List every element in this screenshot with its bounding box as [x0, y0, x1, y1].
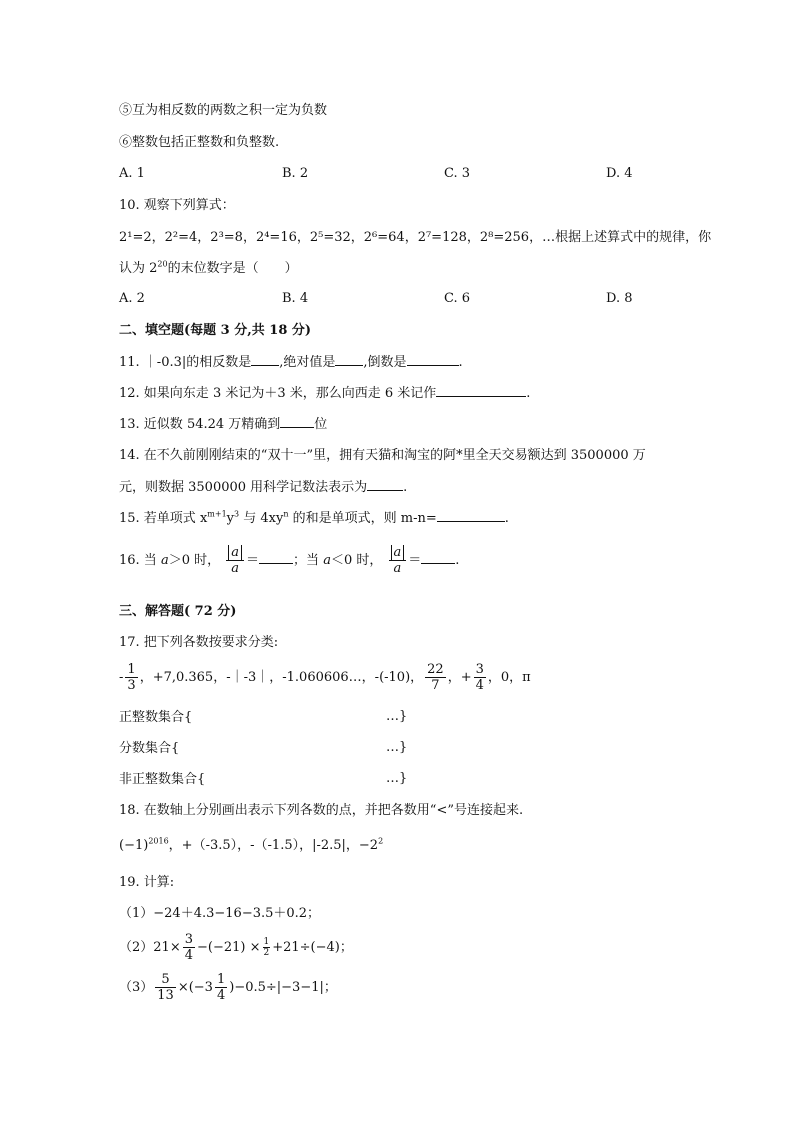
- q18-stem: 18. 在数轴上分别画出表示下列各数的点，并把各数用“<”号连接起来.: [119, 803, 524, 818]
- section-3-title: 三、解答题( 72 分): [119, 604, 237, 619]
- q16: 16. 当 a＞0 时， $\frac{a}{a}$ ＝ ；当 a＜0 时， $\frac{a}{a}$ ＝ .: [119, 545, 460, 576]
- q10-powers-line: 2¹=2，2²=4，2³=8，2⁴=16，2⁵=32，2⁶=64，2⁷=128，2⁸=256，…根据上述算式中的规律，你: [119, 230, 712, 245]
- q17-set-fractions[interactable]: 分数集合{: [119, 741, 180, 756]
- q11-blank-1[interactable]: [251, 353, 279, 366]
- q16-blank-2[interactable]: [421, 551, 455, 564]
- q15-blank[interactable]: [437, 509, 505, 522]
- q10-stem: 10. 观察下列算式：: [119, 198, 235, 213]
- q17-number-list: - $\frac{1}{3}$ ，+7,0.365，-｜-3｜，-1.060606…，-(-10)， $\frac{22}{7}$ ，+ $\frac{3}{4}$ ，0，π: [119, 662, 531, 693]
- q12-blank[interactable]: [436, 384, 526, 397]
- q17-set-fractions-end: …}: [386, 740, 408, 755]
- q19-stem: 19. 计算:: [119, 875, 175, 890]
- q12: 12. 如果向东走 3 米记为＋3 米，那么向西走 6 米记作 .: [119, 386, 531, 401]
- q9-statement-6: ⑥整数包括正整数和负整数.: [119, 135, 280, 150]
- q9-option-b: B. 2: [282, 166, 309, 181]
- q19-part-3-fraction-2: $\frac{1}{4}$: [216, 972, 226, 1003]
- q9-option-d: D. 4: [606, 166, 633, 181]
- q16-fraction-2: $\frac{a}{a}$: [389, 545, 407, 576]
- q16-fraction-1: $\frac{a}{a}$: [226, 545, 244, 576]
- q16-blank-1[interactable]: [259, 551, 293, 564]
- q10-option-b: B. 4: [282, 291, 309, 306]
- q11-blank-2[interactable]: [335, 353, 363, 366]
- q19-part-3-fraction-1: $\frac{5}{13}$: [157, 972, 174, 1003]
- q9-option-c: C. 3: [444, 166, 471, 181]
- q9-option-a: A. 1: [119, 166, 145, 181]
- q19-part-3: （3） $\frac{5}{13}$ ×(−3 $\frac{1}{4}$ )−0.5÷|−3−1|；: [119, 972, 337, 1003]
- q14-line-1: 14. 在不久前刚刚结束的“双十一”里，拥有天猫和淘宝的阿*里全天交易额达到 3500000 万: [119, 448, 646, 463]
- q19-part-2: （2）21× $\frac{3}{4}$ −(−21) × $\frac{1}{2}$ +21÷(−4)；: [119, 932, 353, 963]
- q17-set-non-positive-integers-end: …}: [386, 771, 408, 786]
- section-2-title: 二、填空题(每题 3 分,共 18 分): [119, 323, 312, 338]
- q14-blank[interactable]: [367, 478, 403, 491]
- q17-fraction-3: $\frac{3}{4}$: [475, 662, 484, 693]
- q11: 11. ｜-0.3|的相反数是 ,绝对值是 ,倒数是 .: [119, 355, 463, 370]
- q9-statement-5: ⑤互为相反数的两数之积一定为负数: [119, 103, 328, 118]
- q18-numbers: $(-1)^{2016}$，+（-3.5），-（-1.5），|-2.5|，$-2^2$: [119, 836, 384, 853]
- q19-part-2-fraction-1: $\frac{3}{4}$: [184, 932, 193, 963]
- q10-option-a: A. 2: [119, 291, 145, 306]
- q13-blank[interactable]: [280, 415, 314, 428]
- q17-set-positive-integers-end: …}: [386, 709, 408, 724]
- q10-question-line: 认为 $2^{20}$的末位数字是（ ）: [119, 259, 298, 276]
- q17-fraction-1: $\frac{1}{3}$: [127, 662, 136, 693]
- q17-set-positive-integers[interactable]: 正整数集合{: [119, 710, 193, 725]
- q15: 15. 若单项式 $x^{m+1}y^3$ 与 $4xy^n$ 的和是单项式，则 m-n= .: [119, 509, 509, 526]
- q19-part-1: （1）−24＋4.3−16−3.5＋0.2；: [119, 906, 321, 921]
- q13: 13. 近似数 54.24 万精确到 位: [119, 417, 328, 432]
- q14-line-2: 元，则数据 3500000 用科学记数法表示为 .: [119, 480, 408, 495]
- q17-set-non-positive-integers[interactable]: 非正整数集合{: [119, 772, 206, 787]
- q19-part-2-fraction-2: $\frac{1}{2}$: [263, 937, 270, 958]
- q10-option-d: D. 8: [606, 291, 633, 306]
- q17-fraction-2: $\frac{22}{7}$: [427, 662, 444, 693]
- q10-option-c: C. 6: [444, 291, 471, 306]
- q11-blank-3[interactable]: [407, 353, 459, 366]
- q17-stem: 17. 把下列各数按要求分类:: [119, 635, 279, 650]
